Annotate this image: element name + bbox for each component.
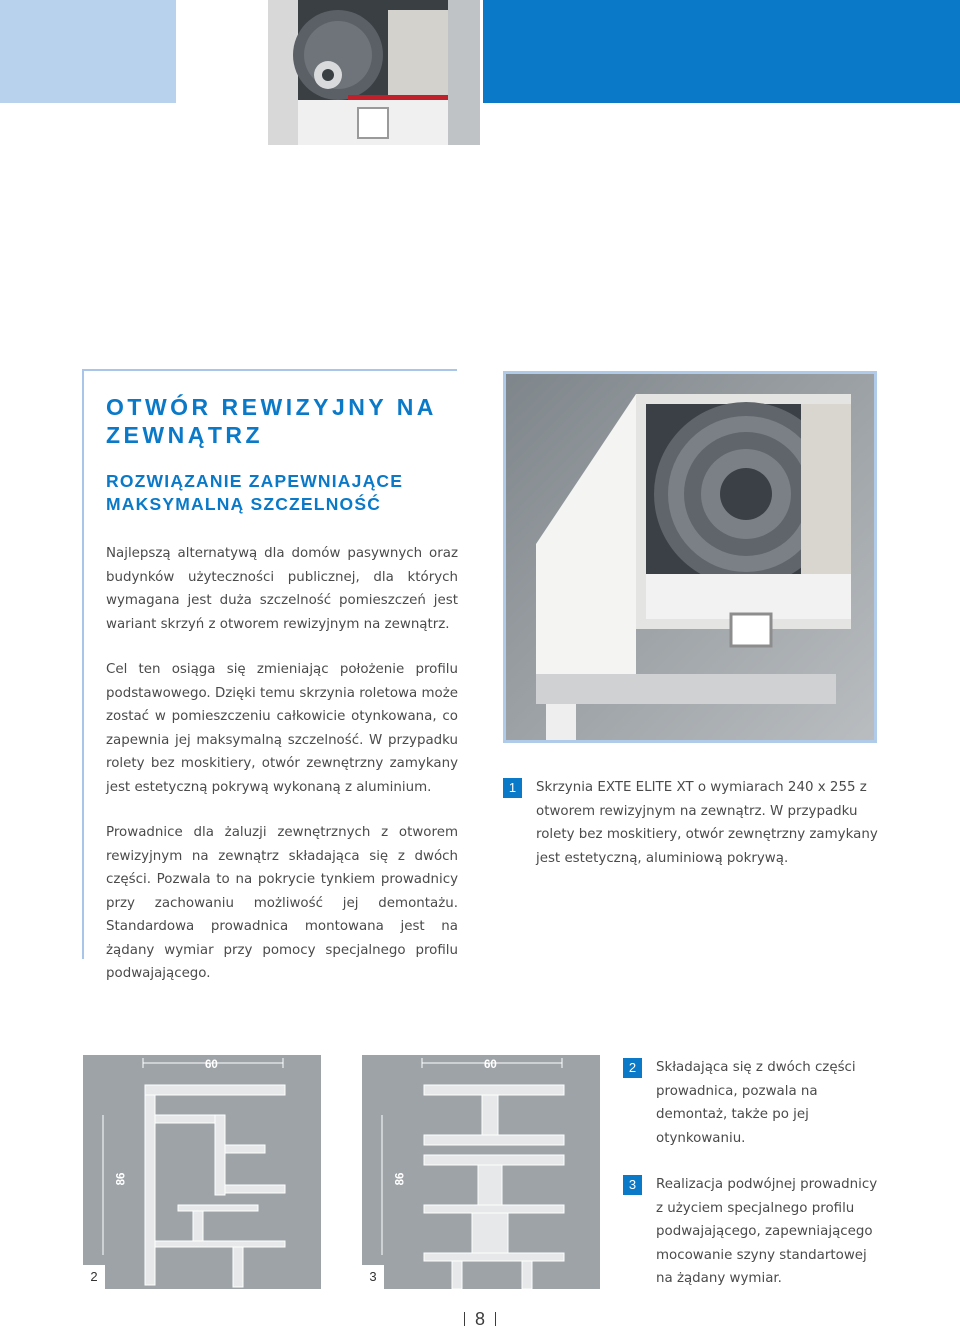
body-paragraph: Cel ten osiąga się zmieniając położenie profilu podstawowego. Dzięki temu skrzynia roletowa może zostać w pomieszczeniu całkowicie otynkowana, co zapewnia jej maksymalną szczelność. W przypadku rolety bez moskitiery, otwór zewnętrzny zamykany jest estetyczną pokrywą wykonaną z aluminium. xyxy=(106,662,458,795)
text-frame-left-rule xyxy=(82,369,84,959)
guide-rail-diagram-two-part xyxy=(83,1055,321,1289)
caption-text: Realizacja podwójnej prowadnicy z użyciem specjalnego profilu podwajającego, zapewniającego mocowanie szyny standartowej na żądany wymiar. xyxy=(656,1177,878,1286)
page-number-value: 8 xyxy=(474,1309,485,1329)
page-title: OTWÓR REWIZYJNY NA ZEWNĄTRZ xyxy=(106,394,437,448)
page-number-right-tick xyxy=(495,1312,496,1326)
body-paragraph: Najlepszą alternatywą dla domów pasywnych oraz budynków użyteczności publicznej, dla których wymagana jest duża szczelność pomieszczeń jest wariant skrzyń z otworem rewizyjnym na zewnątrz. xyxy=(106,546,458,632)
text-frame-top-rule xyxy=(82,369,457,371)
height-dimension-label: 86 xyxy=(394,1172,407,1186)
caption-text: Składająca się z dwóch części prowadnica, pozwala na demontaż, także po jej otynkowaniu. xyxy=(656,1060,856,1146)
page-subtitle: ROZWIĄZANIE ZAPEWNIAJĄCE MAKSYMALNĄ SZCZELNOŚĆ xyxy=(106,471,404,514)
caption-number-badge: 2 xyxy=(623,1058,642,1078)
roller-box-detail-photo xyxy=(268,0,480,145)
caption-number-badge: 1 xyxy=(503,778,522,798)
diagram-number-badge: 2 xyxy=(83,1265,105,1289)
page-number xyxy=(460,1308,500,1330)
caption-number-badge: 3 xyxy=(623,1175,642,1195)
width-dimension-label: 60 xyxy=(205,1059,218,1071)
guide-rail-diagram-double xyxy=(362,1055,600,1289)
header-band-left xyxy=(0,0,176,103)
height-dimension-label: 86 xyxy=(115,1172,128,1186)
page-number-left-tick xyxy=(464,1312,465,1326)
header-band-right xyxy=(483,0,960,103)
roller-box-cutaway-photo xyxy=(503,371,877,743)
caption-text: Skrzynia EXTE ELITE XT o wymiarach 240 x 255 z otworem rewizyjnym na zewnątrz. W przypadku rolety bez moskitiery, otwór zewnętrzny zamykany jest estetyczną, aluminiową pokrywą. xyxy=(536,780,878,866)
diagram-number-badge: 3 xyxy=(362,1265,384,1289)
body-paragraph: Prowadnice dla żaluzji zewnętrznych z otworem rewizyjnym na zewnątrz składająca się z dwóch części. Pozwala to na pokrycie tynkiem prowadnicy przy zachowaniu możliwość jej demontażu. Standardowa prowadnica montowana jest na żądany wymiar przy pomocy specjalnego profilu podwajającego. xyxy=(106,825,458,981)
width-dimension-label: 60 xyxy=(484,1059,497,1071)
